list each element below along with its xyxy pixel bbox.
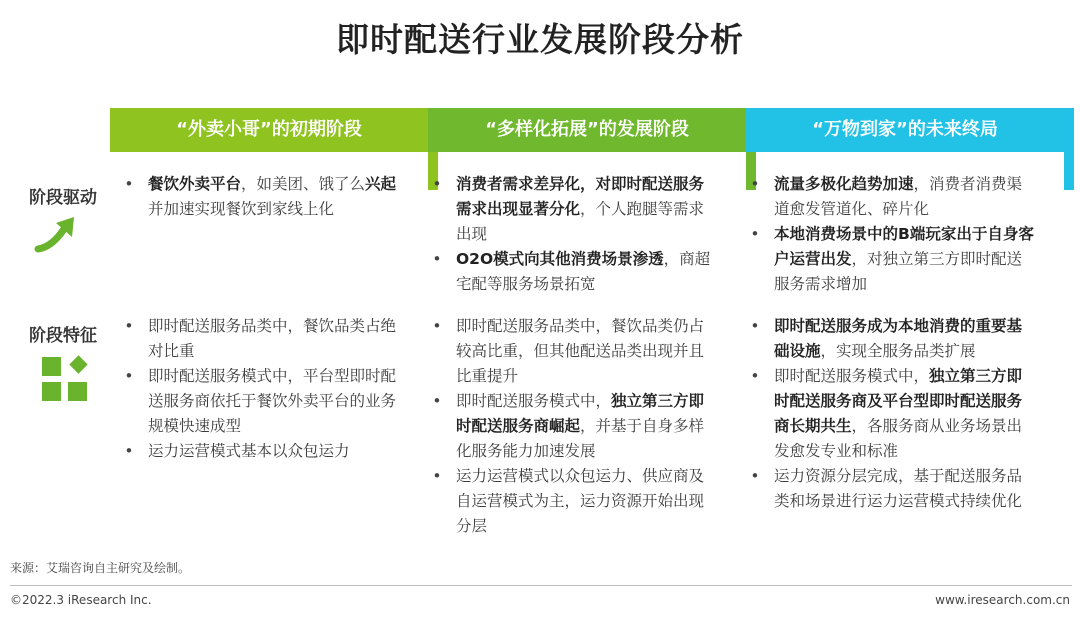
stage-column-1 <box>110 108 428 152</box>
stage-header-3 <box>746 108 1064 152</box>
text: 运力资源分层完成，基于配送服务品类和场景进行运力运营模式持续优化 <box>774 467 1023 510</box>
bullet-icon: • <box>750 175 760 193</box>
driver-item <box>746 222 1036 297</box>
feature-item <box>746 364 1036 464</box>
bullet-icon: • <box>432 467 442 485</box>
feature-item <box>120 439 410 464</box>
bullet-icon: • <box>432 175 442 193</box>
bold-text: 流量多极化趋势加速 <box>774 175 914 193</box>
text: 即时配送服务品类中，餐饮品类占绝对比重 <box>148 317 397 360</box>
text: ，对独立第三方即时配送服务需求增加 <box>774 250 1023 293</box>
bold-text: 消费者需求差异化，对即时配送服务需求出现显著分化 <box>456 175 705 218</box>
text: ，消费者消费渠道愈发管道化、碎片化 <box>774 175 1023 218</box>
bullet-icon: • <box>432 392 442 410</box>
bullet-icon: • <box>750 225 760 243</box>
feature-item <box>746 464 1036 514</box>
stage-column-2 <box>428 108 746 152</box>
stage-header-label: “万物到家”的未来终局 <box>812 119 998 140</box>
driver-section-2 <box>428 172 718 297</box>
stage-header-1 <box>110 108 428 152</box>
row-label-features: 阶段特征 <box>29 326 97 346</box>
bold-text: 本地消费场景中的B端玩家出于自身客户运营出发 <box>774 225 1034 268</box>
text: ，商超宅配等服务场景拓宽 <box>456 250 711 293</box>
bullet-icon: • <box>750 467 760 485</box>
bold-text: 餐饮外卖平台 <box>148 175 242 193</box>
text: 即时配送服务模式中，平台型即时配送服务商依托于餐饮外卖平台的业务规模快速成型 <box>148 367 397 435</box>
bold-text: 即时配送服务成为本地消费的重要基础设施 <box>774 317 1023 360</box>
curved-arrow-icon <box>34 213 84 253</box>
page-title: 即时配送行业发展阶段分析 <box>336 20 744 59</box>
text: ，并基于自身多样化服务能力加速发展 <box>456 417 705 460</box>
bold-text: 独立第三方即时配送服务商崛起 <box>456 392 705 435</box>
row-label-driver: 阶段驱动 <box>29 188 97 208</box>
copyright: ©2022.3 iResearch Inc. <box>10 593 152 607</box>
driver-section-3 <box>746 172 1036 297</box>
text: 并加速实现餐饮到家线上化 <box>148 200 335 218</box>
feature-item <box>428 389 718 464</box>
source-note: 来源：艾瑞咨询自主研究及绘制。 <box>10 561 191 575</box>
bold-text: 独立第三方即时配送服务商及平台型即时配送服务商长期共生 <box>774 367 1023 435</box>
driver-item <box>428 247 718 297</box>
bullet-icon: • <box>124 367 134 385</box>
text: ，各服务商从业务场景出发愈发专业和标准 <box>774 417 1023 460</box>
driver-item <box>428 172 718 247</box>
text: ，实现全服务品类扩展 <box>820 342 976 360</box>
driver-item <box>120 172 410 222</box>
stage-header-label: “多样化拓展”的发展阶段 <box>485 119 689 140</box>
feature-item <box>428 464 718 539</box>
bullet-icon: • <box>124 442 134 460</box>
squares-grid-icon <box>42 355 90 403</box>
stage-header-2 <box>428 108 746 152</box>
bullet-icon: • <box>432 317 442 335</box>
text: 运力运营模式以众包运力、供应商及自运营模式为主，运力资源开始出现分层 <box>456 467 705 535</box>
text: 即时配送服务品类中，餐饮品类仍占较高比重，但其他配送品类出现并且比重提升 <box>456 317 705 385</box>
feature-item <box>120 364 410 439</box>
feature-item <box>428 314 718 389</box>
bullet-icon: • <box>124 175 134 193</box>
bullet-icon: • <box>750 367 760 385</box>
text: 即时配送服务模式中， <box>456 392 612 410</box>
text: ，个人跑腿等需求出现 <box>456 200 705 243</box>
stage-column-3 <box>746 108 1064 152</box>
footer-divider <box>10 585 1072 586</box>
stage-header-label: “外卖小哥”的初期阶段 <box>176 119 362 140</box>
features-section-1 <box>120 314 410 464</box>
text: 运力运营模式基本以众包运力 <box>148 442 350 460</box>
website-link[interactable]: www.iresearch.com.cn <box>935 593 1070 607</box>
features-section-3 <box>746 314 1036 514</box>
bullet-icon: • <box>124 317 134 335</box>
driver-item <box>746 172 1036 222</box>
text: ，如美团、饿了么 <box>241 175 366 193</box>
bold-text: O2O模式向其他消费场景渗透 <box>456 250 664 268</box>
features-section-2 <box>428 314 718 539</box>
feature-item <box>120 314 410 364</box>
bullet-icon: • <box>750 317 760 335</box>
text: 即时配送服务模式中， <box>774 367 930 385</box>
feature-item <box>746 314 1036 364</box>
header-tail <box>1064 108 1074 190</box>
bold-text: 兴起 <box>365 175 397 193</box>
driver-section-1 <box>120 172 410 222</box>
bullet-icon: • <box>432 250 442 268</box>
